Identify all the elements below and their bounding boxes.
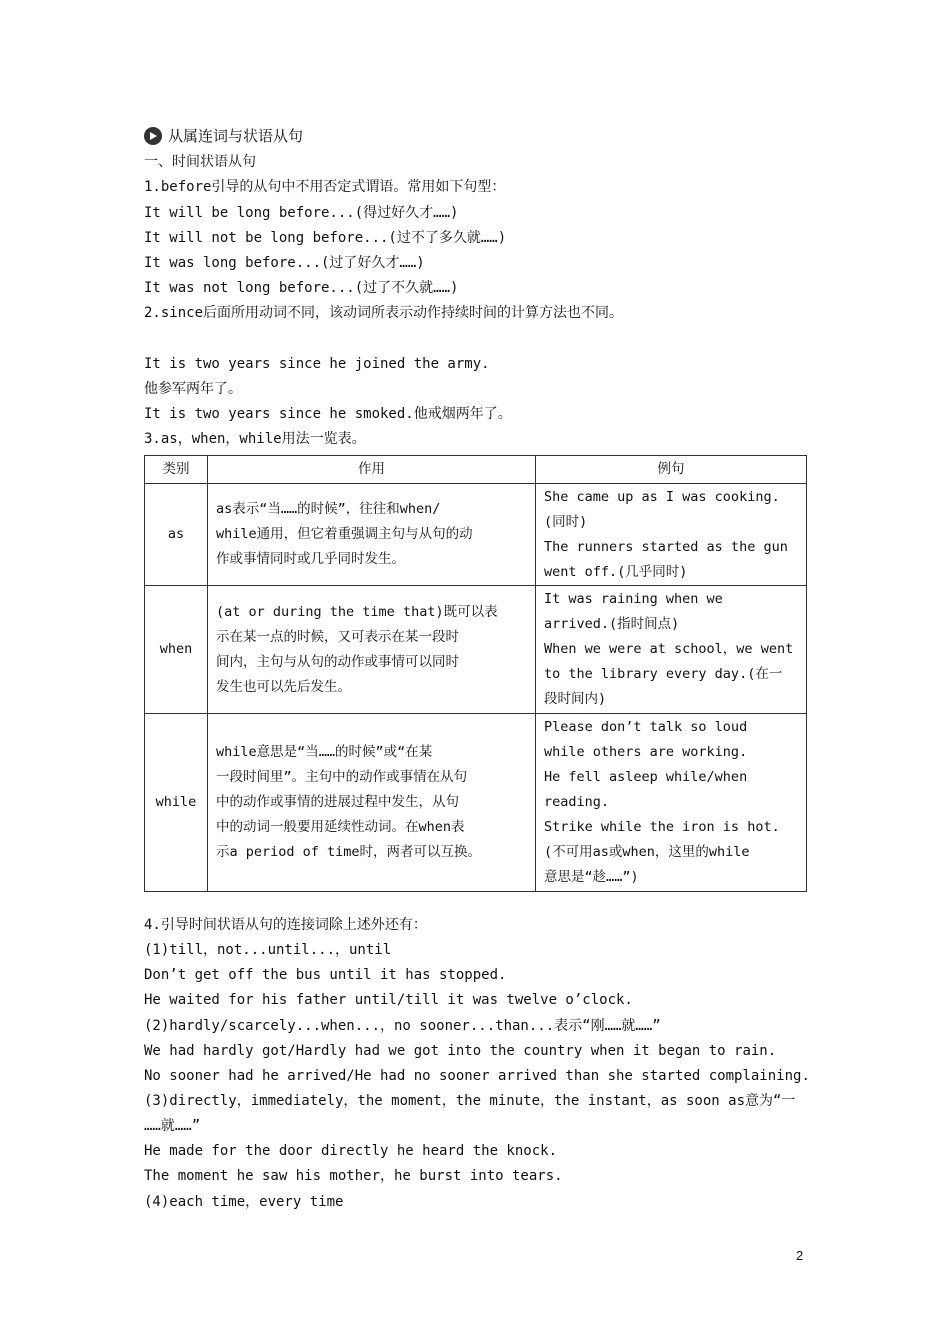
p4-line: He waited for his father until/till it was twelve o’clock. — [144, 992, 633, 1008]
p1-line: It will not be long before...(过不了多久就……) — [144, 230, 507, 246]
use-line: 中的动作或事情的进展过程中发生，从句 — [216, 794, 459, 810]
play-icon — [144, 127, 162, 145]
example-cell — [536, 586, 807, 714]
use-line: as表示“当……的时候”，往往和when/ — [216, 501, 441, 517]
table-row — [145, 714, 807, 892]
example-line: went off.(几乎同时) — [544, 563, 688, 580]
p4-line: (3)directly，immediately，the moment，the minute，the instant，as soon as意为“一 — [144, 1093, 796, 1109]
type-cell: when — [145, 586, 208, 714]
example-line: Strike while the iron is hot. — [544, 819, 780, 835]
example-line: 意思是“趁……”) — [544, 869, 639, 885]
example-line: It was raining when we — [544, 591, 723, 607]
p4-line: (1)till，not...until...，until — [144, 942, 392, 958]
p4-intro: 4.引导时间状语从句的连接词除上述外还有： — [144, 917, 427, 933]
page-number: 2 — [796, 1248, 804, 1263]
p4-line: No sooner had he arrived/He had no sooner arrived than she started complaining. — [144, 1068, 810, 1084]
p1-intro: 1.before引导的从句中不用否定式谓语。常用如下句型： — [144, 179, 506, 195]
example-line: while others are working. — [544, 744, 748, 760]
table-row — [145, 484, 807, 586]
p1-line: It was long before...(过了好久才……) — [144, 255, 425, 271]
p4-line: Don’t get off the bus until it has stopped. — [144, 967, 507, 983]
use-line: (at or during the time that)既可以表 — [216, 603, 498, 620]
example-cell — [536, 484, 807, 586]
header-type: 类别 — [145, 456, 208, 484]
example-line: The runners started as the gun — [544, 538, 788, 555]
p4-line: (2)hardly/scarcely...when...，no sooner...than...表示“刚……就……” — [144, 1018, 661, 1034]
use-line: 示a period of time时，两者可以互换。 — [216, 844, 482, 860]
use-line: 间内，主句与从句的动作或事情可以同时 — [216, 653, 459, 670]
example-line: When we were at school，we went — [544, 641, 794, 657]
example-cell — [536, 714, 807, 892]
p4-line: We had hardly got/Hardly had we got into the country when it began to rain. — [144, 1043, 777, 1059]
table-header-row — [145, 456, 807, 484]
use-line: 发生也可以先后发生。 — [216, 678, 351, 695]
use-line: while意思是“当……的时候”或“在某 — [216, 744, 433, 760]
use-cell — [208, 586, 536, 714]
section-title: 从属连词与状语从句 — [168, 127, 304, 145]
type-cell: while — [145, 714, 208, 892]
example-line: (不可用as或when，这里的while — [544, 844, 750, 860]
p4-line: ……就……” — [144, 1118, 201, 1134]
p4-line: The moment he saw his mother，he burst into tears. — [144, 1168, 563, 1184]
example-line: She came up as I was cooking. — [544, 488, 780, 505]
example-line: He fell asleep while/when — [544, 769, 748, 785]
use-line: 作或事情同时或几乎同时发生。 — [216, 551, 405, 567]
p4-line: He made for the door directly he heard the knock. — [144, 1143, 558, 1159]
type-cell: as — [145, 484, 208, 586]
example-line: (同时) — [544, 513, 588, 530]
example-line: Please don’t talk so loud — [544, 719, 748, 735]
use-cell — [208, 714, 536, 892]
use-line: 示在某一点的时候，又可表示在某一段时 — [216, 628, 459, 645]
p2-line: It is two years since he smoked.他戒烟两年了。 — [144, 406, 512, 422]
example-line: 段时间内) — [544, 691, 607, 707]
example-line: to the library every day.(在一 — [544, 666, 783, 682]
example-line: reading. — [544, 794, 610, 810]
p4-line: (4)each time，every time — [144, 1194, 344, 1210]
header-use: 作用 — [208, 456, 536, 484]
usage-table — [144, 455, 807, 892]
section-heading — [144, 126, 303, 146]
p2-intro: 2.since后面所用动词不同，该动词所表示动作持续时间的计算方法也不同。 — [144, 305, 623, 321]
subsection-title: 一、时间状语从句 — [144, 154, 256, 170]
header-example: 例句 — [536, 456, 807, 484]
use-line: while通用，但它着重强调主句与从句的动 — [216, 526, 473, 542]
p2-line: It is two years since he joined the army. — [144, 356, 490, 372]
p1-line: It will be long before...(得过好久才……) — [144, 205, 459, 221]
table-row — [145, 586, 807, 714]
p2-line: 他参军两年了。 — [144, 381, 242, 397]
example-line: arrived.(指时间点) — [544, 616, 680, 632]
use-line: 一段时间里”。主句中的动作或事情在从句 — [216, 769, 468, 785]
use-line: 中的动词一般要用延续性动词。在when表 — [216, 819, 465, 835]
p1-line: It was not long before...(过了不久就……) — [144, 280, 459, 296]
use-cell — [208, 484, 536, 586]
p3-intro: 3.as，when，while用法一览表。 — [144, 431, 366, 447]
